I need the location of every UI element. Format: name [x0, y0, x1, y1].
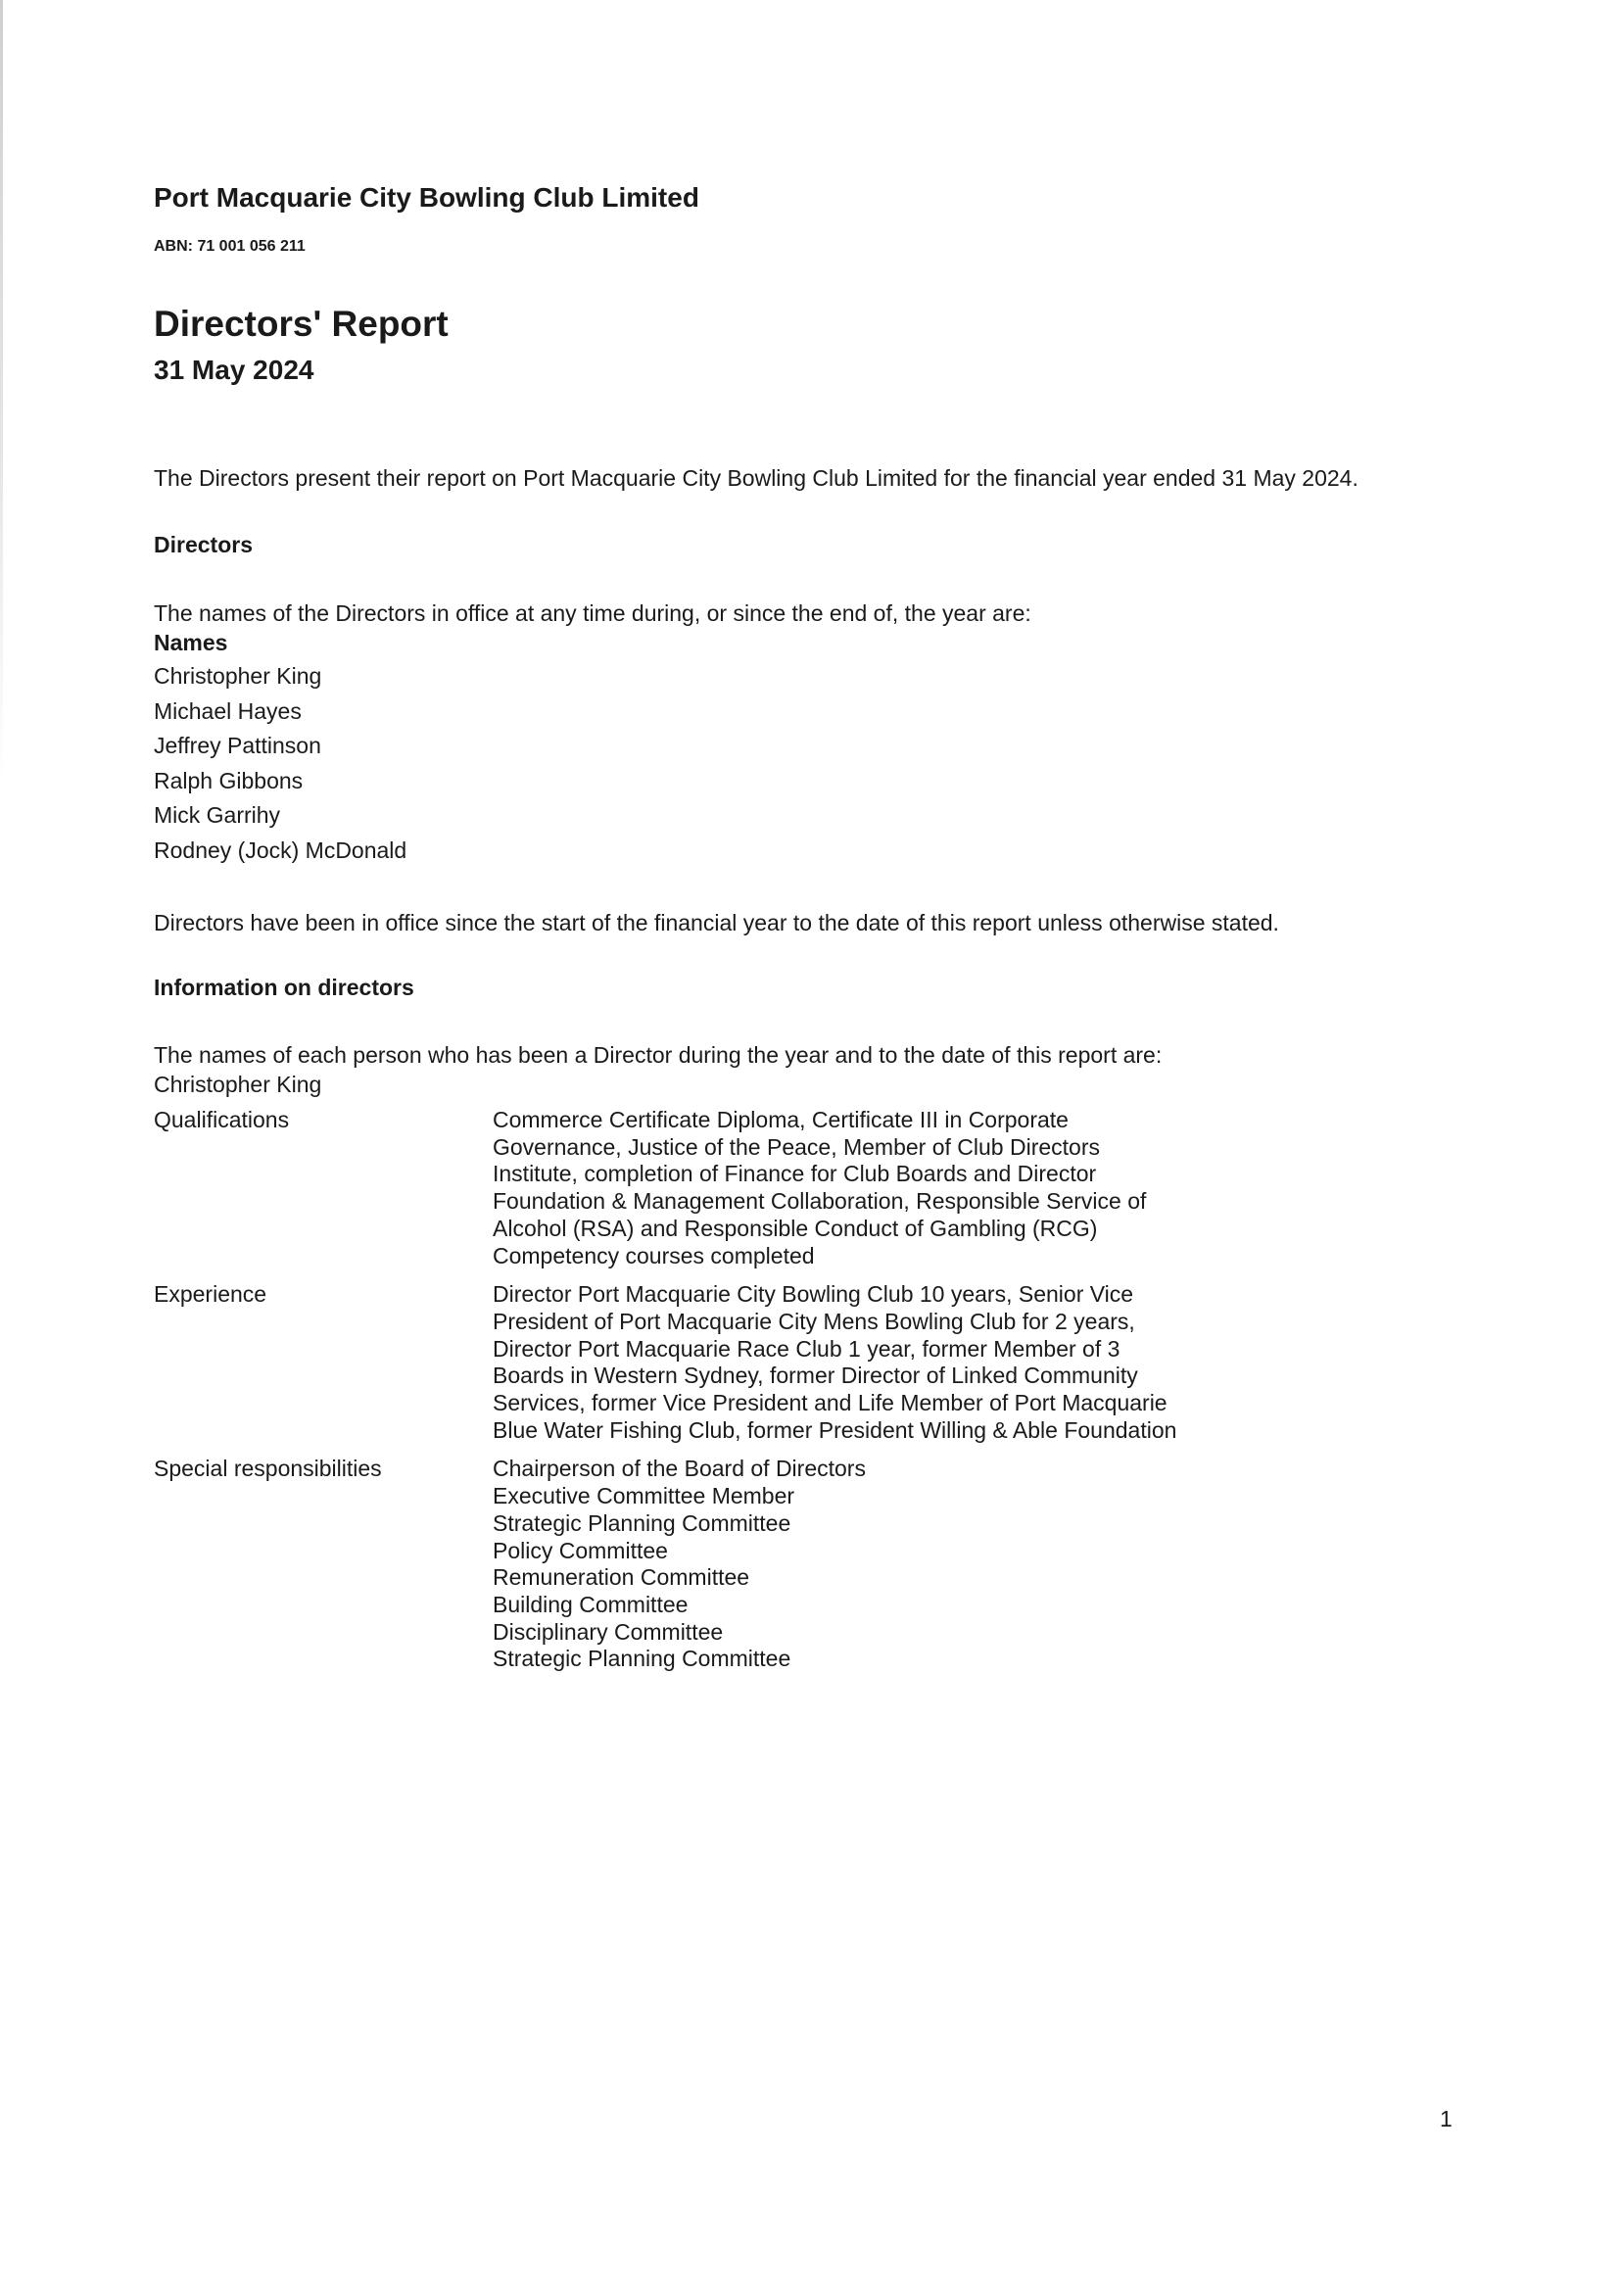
qualifications-label: Qualifications — [154, 1107, 290, 1132]
responsibility-line: Disciplinary Committee — [493, 1618, 724, 1645]
director-name: Christopher King — [154, 663, 322, 689]
director-name: Ralph Gibbons — [154, 767, 304, 793]
directors-heading: Directors — [154, 532, 253, 557]
directors-intro: The names of the Directors in office at any time during, or since the end of, the year are: — [154, 600, 1031, 626]
director-name: Mick Garrihy — [154, 802, 281, 828]
names-heading: Names — [154, 630, 228, 655]
responsibility-line: Strategic Planning Committee — [493, 1646, 791, 1672]
responsibility-line: Remuneration Committee — [493, 1564, 750, 1591]
responsibility-line: Chairperson of the Board of Directors — [493, 1456, 866, 1482]
experience-line: Director Port Macquarie Race Club 1 year, former Member of 3 — [493, 1335, 1120, 1362]
director-name: Jeffrey Pattinson — [154, 733, 321, 758]
responsibility-line: Policy Committee — [493, 1537, 668, 1563]
report-date: 31 May 2024 — [154, 355, 314, 385]
qualifications-line: Alcohol (RSA) and Responsible Conduct of Gambling (RCG) — [493, 1215, 1098, 1241]
information-intro: The names of each person who has been a Director during the year and to the date of this report are: — [154, 1042, 1163, 1068]
director-detail-name: Christopher King — [154, 1072, 322, 1097]
experience-line: Director Port Macquarie City Bowling Club 10 years, Senior Vice — [493, 1281, 1134, 1308]
special-responsibilities-row — [154, 1456, 1176, 1685]
qualifications-value — [493, 1107, 1176, 1281]
experience-row — [154, 1281, 1176, 1456]
responsibility-line: Strategic Planning Committee — [493, 1509, 791, 1536]
qualifications-line: Governance, Justice of the Peace, Member of Club Directors — [493, 1133, 1101, 1160]
experience-line: Services, former Vice President and Life Member of Port Macquarie — [493, 1390, 1167, 1416]
tenure-note: Directors have been in office since the start of the financial year to the date of this report unless otherwise stated. — [154, 910, 1279, 935]
experience-label: Experience — [154, 1281, 267, 1308]
director-names-list — [154, 659, 406, 868]
director-name: Michael Hayes — [154, 697, 302, 724]
qualifications-line: Competency courses completed — [493, 1242, 815, 1268]
special-responsibilities-label: Special responsibilities — [154, 1456, 382, 1482]
company-name: Port Macquarie City Bowling Club Limited — [154, 182, 699, 213]
page-title: Directors' Report — [154, 304, 449, 344]
qualifications-line: Institute, completion of Finance for Club Boards and Director — [493, 1161, 1097, 1187]
qualifications-row — [154, 1107, 1176, 1281]
experience-line: Blue Water Fishing Club, former President Willing & Able Foundation — [493, 1416, 1177, 1443]
scan-edge — [0, 0, 3, 784]
responsibility-line: Executive Committee Member — [493, 1483, 795, 1509]
experience-value — [493, 1281, 1176, 1456]
qualifications-line: Commerce Certificate Diploma, Certificate III in Corporate — [493, 1107, 1069, 1132]
director-info-table — [154, 1107, 1176, 1685]
responsibility-line: Building Committee — [493, 1591, 689, 1617]
page-number: 1 — [1440, 2106, 1453, 2131]
qualifications-line: Foundation & Management Collaboration, Responsible Service of — [493, 1188, 1147, 1215]
director-name: Rodney (Jock) McDonald — [154, 837, 407, 863]
experience-line: President of Port Macquarie City Mens Bowling Club for 2 years, — [493, 1308, 1135, 1334]
abn: ABN: 71 001 056 211 — [154, 238, 306, 255]
experience-line: Boards in Western Sydney, former Director of Linked Community — [493, 1363, 1138, 1389]
information-heading: Information on directors — [154, 975, 414, 1000]
intro-paragraph: The Directors present their report on Port Macquarie City Bowling Club Limited for the financial year ended 31 May 2024. — [154, 465, 1358, 491]
special-responsibilities-value — [493, 1456, 1176, 1685]
